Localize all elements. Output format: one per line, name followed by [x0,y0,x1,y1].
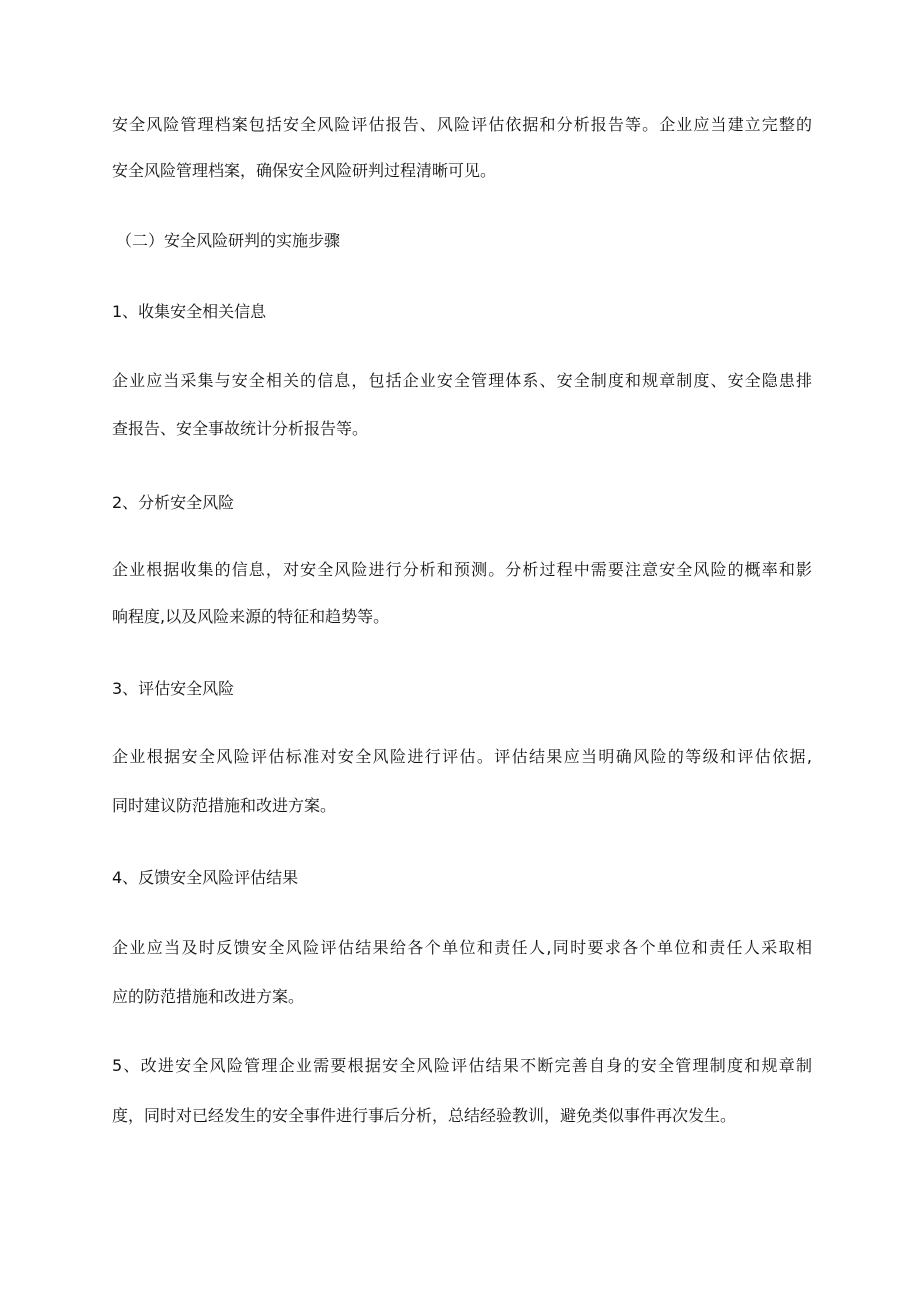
step-3-line-1: 企业根据安全风险评估标准对安全风险进行评估。评估结果应当明确风险的等级和评估依据, [112,747,812,766]
step-4-line-2: 应的防范措施和改进方案。 [112,987,305,1006]
section-heading: （二）安全风险研判的实施步骤 [116,231,341,250]
step-3-line-2: 同时建议防范措施和改进方案。 [112,796,337,815]
step-1-heading: 1、收集安全相关信息 [112,302,267,321]
step-5-line-2: 度，同时对已经发生的安全事件进行事后分析，总结经验教训，避免类似事件再次发生。 [112,1106,737,1125]
step-2-heading: 2、分析安全风险 [112,493,235,512]
step-5-line-1: 5、改进安全风险管理企业需要根据安全风险评估结果不断完善自身的安全管理制度和规章制 [112,1056,812,1075]
step-4-line-1: 企业应当及时反馈安全风险评估结果给各个单位和责任人,同时要求各个单位和责任人采取相 [112,938,812,957]
step-2-line-1: 企业根据收集的信息，对安全风险进行分析和预测。分析过程中需要注意安全风险的概率和影 [112,560,812,579]
step-2-line-2: 响程度,以及风险来源的特征和趋势等。 [112,607,390,626]
paragraph-archive-line-1: 安全风险管理档案包括安全风险评估报告、风险评估依据和分析报告等。企业应当建立完整的 [112,115,812,134]
step-3-heading: 3、评估安全风险 [112,679,235,698]
step-1-line-1: 企业应当采集与安全相关的信息，包括企业安全管理体系、安全制度和规章制度、安全隐患排 [112,371,812,390]
step-1-line-2: 查报告、安全事故统计分析报告等。 [112,419,369,438]
step-4-heading: 4、反馈安全风险评估结果 [112,868,299,887]
paragraph-archive-line-2: 安全风险管理档案，确保安全风险研判过程清晰可见。 [112,161,497,180]
